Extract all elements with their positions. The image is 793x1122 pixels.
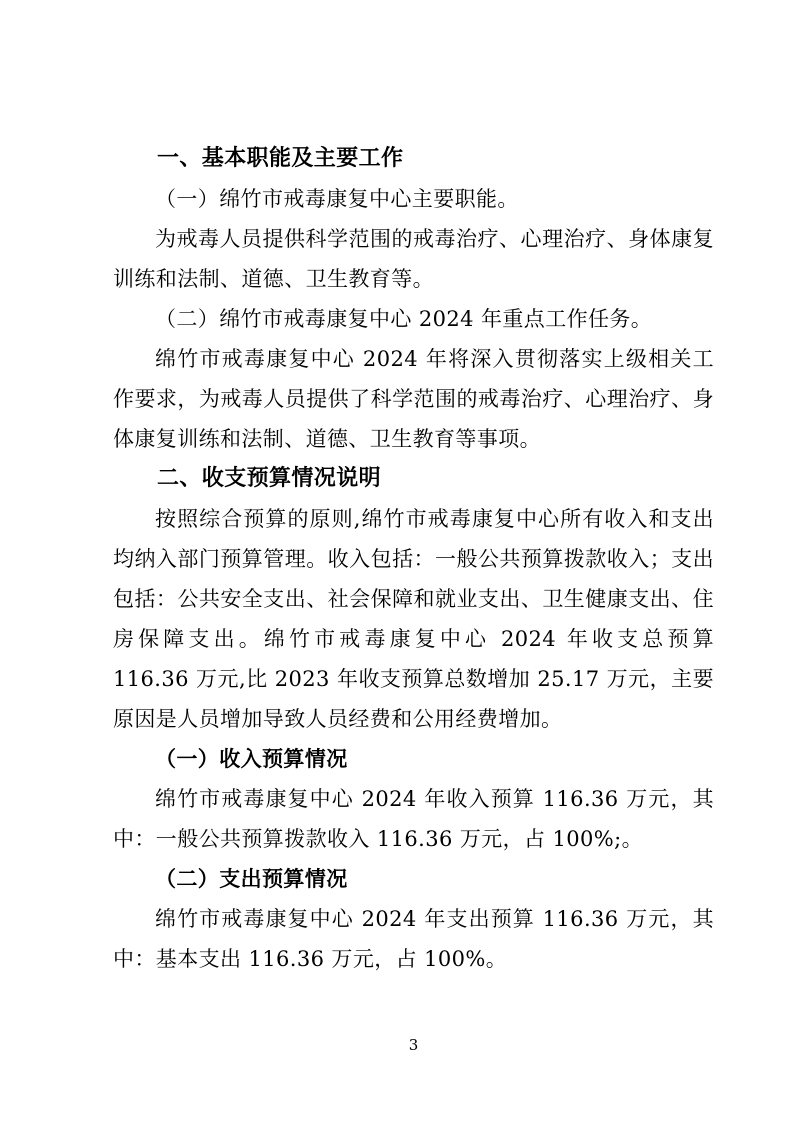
subheading-1-2: （二）绵竹市戒毒康复中心 2024 年重点工作任务。 bbox=[155, 307, 653, 331]
section-heading-1: 一、基本职能及主要工作 bbox=[157, 146, 404, 171]
paragraph-key-tasks: 绵竹市戒毒康复中心 2024 年将深入贯彻落实上级相关工作要求，为戒毒人员提供了科学范围的戒毒治疗、心理治疗、身体康复训练和法制、道德、卫生教育等事项。 bbox=[113, 347, 714, 451]
subheading-2-2: （二）支出预算情况 bbox=[155, 866, 348, 891]
paragraph-expenditure-budget: 绵竹市戒毒康复中心 2024 年支出预算 116.36 万元，其中：基本支出 116.36 万元，占 100%。 bbox=[113, 907, 714, 971]
page-number: 3 bbox=[408, 1036, 419, 1054]
subheading-2-1: （一）收入预算情况 bbox=[155, 746, 348, 771]
section-heading-2: 二、收支预算情况说明 bbox=[157, 466, 382, 491]
paragraph-revenue-budget: 绵竹市戒毒康复中心 2024 年收入预算 116.36 万元，其中：一般公共预算拨款收入 116.36 万元，占 100%;。 bbox=[113, 787, 714, 851]
document-body bbox=[113, 139, 714, 979]
paragraph-budget-overview: 按照综合预算的原则,绵竹市戒毒康复中心所有收入和支出均纳入部门预算管理。收入包括：一般公共预算拨款收入；支出包括：公共安全支出、社会保障和就业支出、卫生健康支出、住房保障支出。绵竹市戒毒康复中心 2024 年收支总预算 116.36 万元,比 2023 年收支预算总数增加 25.17 万元，主要原因是人员增加导致人员经费和公用经费增加。 bbox=[113, 507, 714, 731]
subheading-1-1: （一）绵竹市戒毒康复中心主要职能。 bbox=[155, 187, 519, 211]
paragraph-functions: 为戒毒人员提供科学范围的戒毒治疗、心理治疗、身体康复训练和法制、道德、卫生教育等。 bbox=[113, 227, 714, 291]
